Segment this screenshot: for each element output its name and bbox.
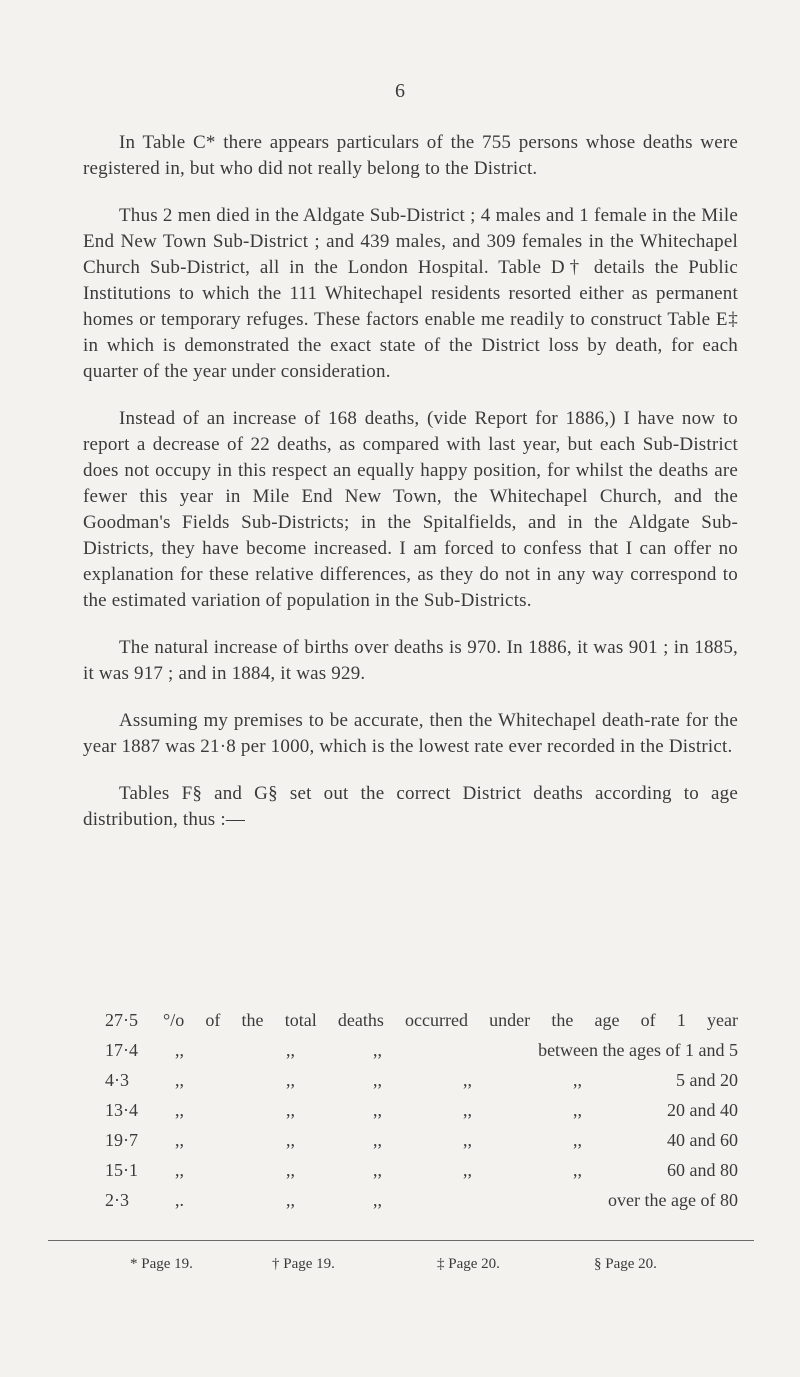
ditto-mark: ,, (175, 1070, 184, 1090)
ditto-mark: ,, (463, 1100, 472, 1120)
page-number: 6 (395, 80, 405, 102)
age-row-value: 15·1 (105, 1160, 138, 1180)
ditto-mark: ,, (373, 1040, 382, 1060)
ditto-mark: ,, (373, 1070, 382, 1090)
age-row (83, 1155, 738, 1185)
ditto-mark: ,, (175, 1100, 184, 1120)
ditto-mark: ,, (286, 1100, 295, 1120)
ditto-mark: ,, (286, 1130, 295, 1150)
age-range: over the age of 80 (608, 1190, 738, 1210)
age-row-value: 17·4 (105, 1040, 138, 1060)
footnote-divider (48, 1240, 754, 1241)
ditto-mark: ,, (573, 1130, 582, 1150)
paragraph-age-distribution-intro: Tables F§ and G§ set out the correct District deaths according to age distribution, thus :— (83, 783, 738, 830)
footnote-table-d: † Page 19. (272, 1256, 335, 1272)
body-text (83, 130, 738, 854)
ditto-mark: ,, (373, 1100, 382, 1120)
paragraph-sub-districts: Thus 2 men died in the Aldgate Sub-District ; 4 males and 1 female in the Mile End New Town Sub-District ; and 439 males, and 309 females in the Whitechapel Church Sub-District, all in the London Hospital. Table D† details the Public Institutions to which the 111 Whitechapel residents resorted either as permanent homes or temporary refuges. These factors enable me readily to construct Table E‡ in which is demonstrated the exact state of the District loss by death, for each quarter of the year under consideration. (83, 205, 738, 382)
age-range: 5 and 20 (676, 1070, 738, 1090)
ditto-mark: ,, (573, 1070, 582, 1090)
paragraph-death-rate: Assuming my premises to be accurate, then the Whitechapel death-rate for the year 1887 was 21·8 per 1000, which is the lowest rate ever recorded in the District. (83, 710, 738, 757)
age-range: 20 and 40 (667, 1100, 738, 1120)
age-range: 60 and 80 (667, 1160, 738, 1180)
paragraph-decrease: Instead of an increase of 168 deaths, (vide Report for 1886,) I have now to report a decrease of 22 deaths, as compared with last year, but each Sub-District does not occupy in this respect an equally happy position, for whilst the deaths are fewer this year in Mile End New Town, the Whitechapel Church, and the Goodman's Fields Sub-Districts; in the Spitalfields, and in the Aldgate Sub-Districts, they have become increased. I am forced to confess that I can offer no explanation for these relative differences, as they do not in any way correspond to the estimated variation of population in the Sub-Districts. (83, 408, 738, 611)
ditto-mark: ,, (463, 1160, 472, 1180)
footnote-tables-f-g: § Page 20. (594, 1256, 657, 1272)
age-row (83, 1185, 738, 1215)
ditto-mark: ,, (286, 1070, 295, 1090)
age-range: between the ages of 1 and 5 (538, 1040, 738, 1060)
age-row-value: 2·3 (105, 1190, 129, 1210)
age-distribution-table (83, 1005, 738, 1215)
age-row (83, 1005, 738, 1035)
ditto-mark: ,, (573, 1160, 582, 1180)
paragraph-table-c: In Table C* there appears particulars of the 755 persons whose deaths were registered in, but who did not really belong to the District. (83, 132, 738, 179)
ditto-mark: ,, (373, 1130, 382, 1150)
ditto-mark: ,, (373, 1160, 382, 1180)
age-row-value: 4·3 (105, 1070, 129, 1090)
age-range: 40 and 60 (667, 1130, 738, 1150)
ditto-mark: ,, (286, 1190, 295, 1210)
ditto-mark: ,, (373, 1190, 382, 1210)
ditto-mark: ,, (286, 1040, 295, 1060)
ditto-mark: ,, (286, 1160, 295, 1180)
ditto-mark: ,. (175, 1190, 184, 1210)
age-row (83, 1035, 738, 1065)
footnote-table-e: ‡ Page 20. (437, 1256, 500, 1272)
age-row (83, 1095, 738, 1125)
ditto-mark: ,, (175, 1130, 184, 1150)
ditto-mark: ,, (463, 1070, 472, 1090)
ditto-mark: ,, (463, 1130, 472, 1150)
age-row (83, 1065, 738, 1095)
age-row-value: 19·7 (105, 1130, 138, 1150)
ditto-mark: ,, (175, 1040, 184, 1060)
footnote-table-c: * Page 19. (130, 1256, 193, 1272)
age-row-value: 13·4 (105, 1100, 138, 1120)
ditto-mark: ,, (175, 1160, 184, 1180)
ditto-mark: ,, (573, 1100, 582, 1120)
age-row-value: 27·5 (105, 1010, 138, 1030)
paragraph-natural-increase: The natural increase of births over deaths is 970. In 1886, it was 901 ; in 1885, it was 917 ; and in 1884, it was 929. (83, 637, 738, 684)
age-row-description: °/o of the total deaths occurred under the age of 1 year (163, 1010, 738, 1030)
age-row (83, 1125, 738, 1155)
